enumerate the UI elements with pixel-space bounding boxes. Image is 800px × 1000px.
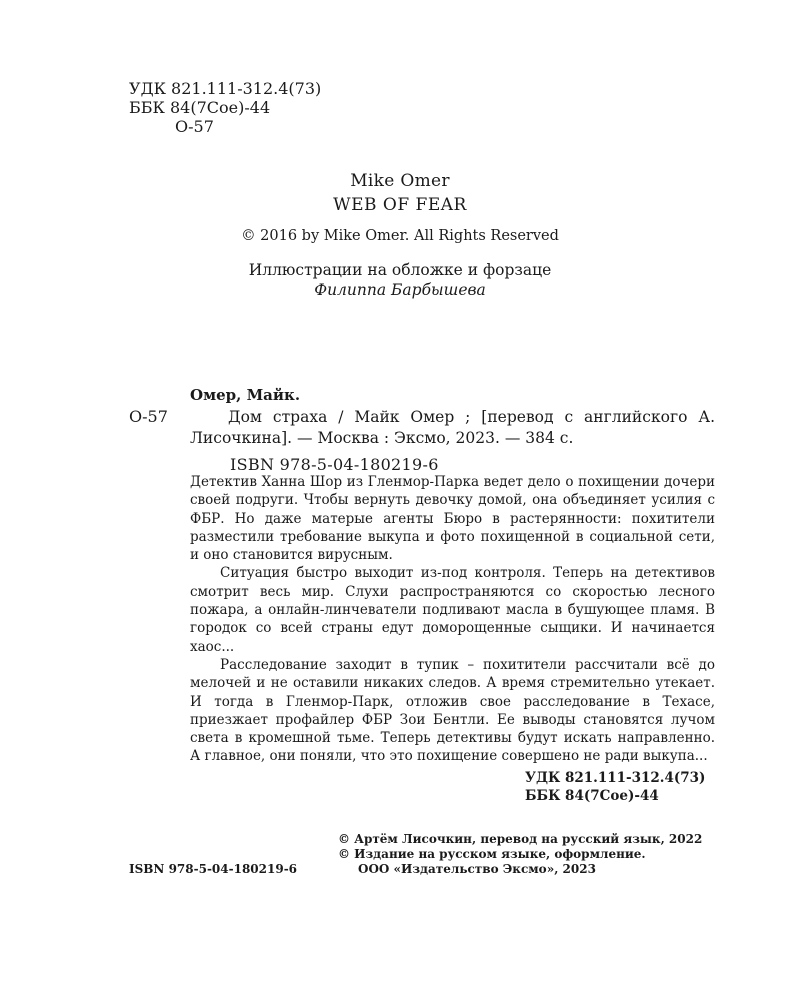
bibliographic-author: Омер, Майк. <box>190 386 301 404</box>
annotation-paragraph: Ситуация быстро выходит из-под контроля. Теперь на детективов смотрит весь мир. Слухи распространяются со скоростью лесного пожара, а онлайн-линчеватели подливают масла в бушующее пламя. В городок со всей страны едут доморощенные сыщики. И начинается хаос... <box>190 565 715 655</box>
publisher-copyright: ООО «Издательство Эксмо», 2023 <box>358 862 596 876</box>
classification-block <box>129 79 321 136</box>
original-title: WEB OF FEAR <box>333 195 467 215</box>
illustrator-name: Филиппа Барбышева <box>314 281 486 299</box>
annotation-paragraph: Детектив Ханна Шор из Гленмор-Парка ведет дело о похищении дочери своей подруги. Чтобы вернуть девочку домой, она объединяет усилия с ФБР. Но даже матерые агенты Бюро в растерянности: похитители разместили требование выкупа и фото похищенной в социальной сети, и оно становится вирусным. <box>190 474 715 564</box>
original-copyright: © 2016 by Mike Omer. All Rights Reserved <box>241 228 559 244</box>
original-author: Mike Omer <box>350 171 450 191</box>
classification-bottom <box>525 769 705 805</box>
author-mark: О-57 <box>175 117 214 136</box>
annotation-paragraph: Расследование заходит в тупик – похитители рассчитали всё до мелочей и не оставили никаких следов. А время стремительно утекает. И тогда в Гленмор-Парк, отложив свое расследование в Техасе, приезжает профайлер ФБР Зои Бентли. Ее выводы становятся лучом света в кромешной тьме. Теперь детективы будут искать направленно. А главное, они поняли, что это похищение совершено не ради выкупа... <box>190 656 715 765</box>
annotation <box>190 473 715 766</box>
isbn-bottom: ISBN 978-5-04-180219-6 <box>129 862 298 876</box>
bibliographic-author-mark: О-57 <box>129 407 168 426</box>
bbk-code-bottom: ББК 84(7Сое)-44 <box>525 788 659 804</box>
rights-block <box>338 832 702 877</box>
illustrations-line: Иллюстрации на обложке и форзаце <box>248 261 552 279</box>
translation-copyright: © Артём Лисочкин, перевод на русский язык, 2022 <box>338 832 703 846</box>
udk-code-bottom: УДК 821.111-312.4(73) <box>525 770 706 786</box>
udk-code: УДК 821.111-312.4(73) <box>129 79 322 98</box>
bibliographic-description: Дом страха / Майк Омер ; [перевод с английского А. Лисочкина]. — Москва : Эксмо, 2023. — 384 с. <box>190 408 715 447</box>
bbk-code: ББК 84(7Сое)-44 <box>129 98 271 117</box>
illustrations-credit <box>0 260 800 300</box>
edition-copyright: © Издание на русском языке, оформление. <box>338 847 646 861</box>
isbn-main: ISBN 978-5-04-180219-6 <box>230 455 439 474</box>
